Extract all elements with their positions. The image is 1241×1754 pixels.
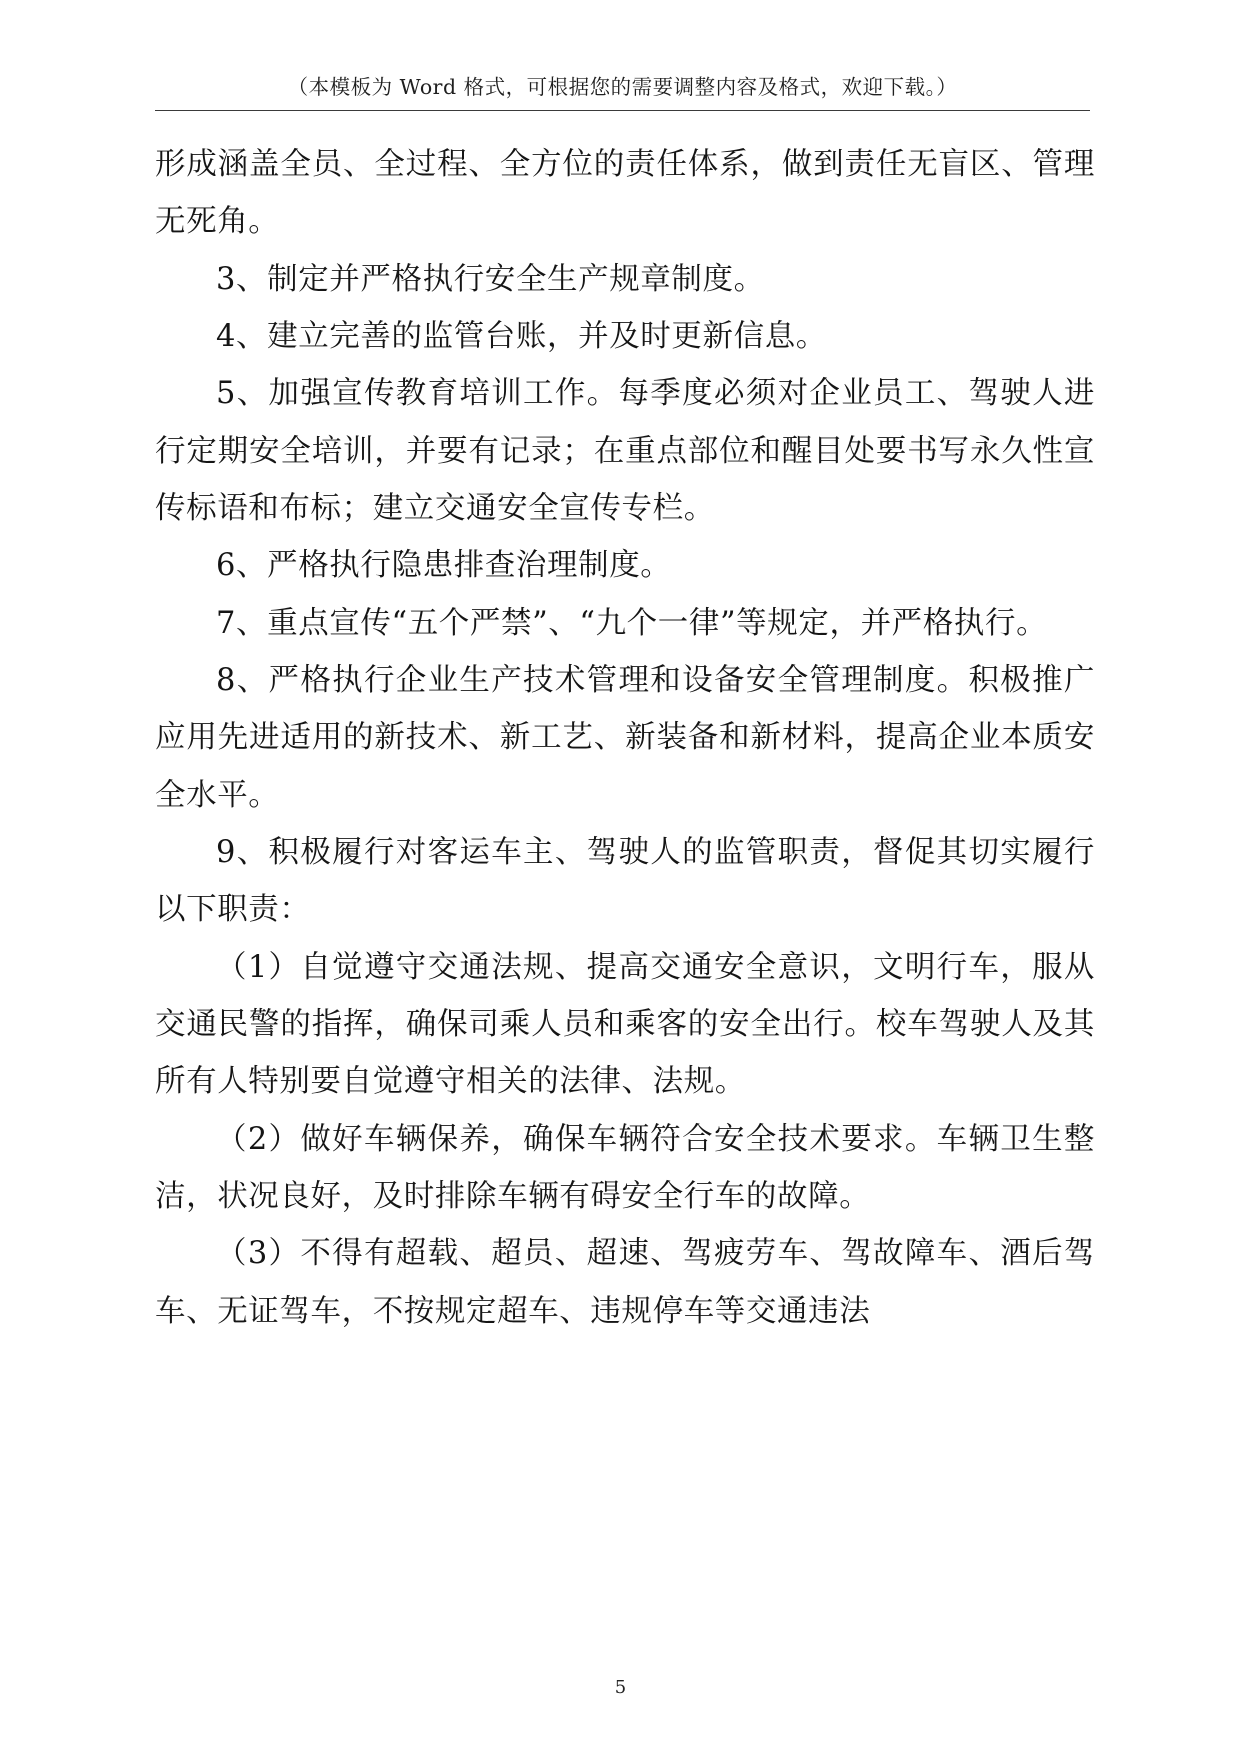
template-note-text: （本模板为 Word 格式，可根据您的需要调整内容及格式，欢迎下载。） <box>287 75 958 99</box>
paragraph-item-5: 5、加强宣传教育培训工作。每季度必须对企业员工、驾驶人进行定期安全培训，并要有记录；在重点部位和醒目处要书写永久性宣传标语和布标；建立交通安全宣传专栏。 <box>155 376 1095 526</box>
paragraph-responsibility-system: 形成涵盖全员、全过程、全方位的责任体系，做到责任无盲区、管理无死角。 <box>155 147 1095 240</box>
page-number: 5 <box>614 1677 627 1698</box>
paragraph-item-6: 6、严格执行隐患排查治理制度。 <box>216 548 672 584</box>
paragraph-item-8: 8、严格执行企业生产技术管理和设备安全管理制度。积极推广应用先进适用的新技术、新工艺、新装备和新材料，提高企业本质安全水平。 <box>155 662 1095 813</box>
paragraph-item-3: 3、制定并严格执行安全生产规章制度。 <box>216 261 765 297</box>
paragraph-sub-1: （1）自觉遵守交通法规、提高交通安全意识，文明行车，服从交通民警的指挥，确保司乘人员和乘客的安全出行。校车驾驶人及其所有人特别要自觉遵守相关的法律、法规。 <box>155 949 1095 1100</box>
paragraph-item-4: 4、建立完善的监管台账，并及时更新信息。 <box>216 318 827 354</box>
paragraph-sub-3: （3）不得有超载、超员、超速、驾疲劳车、驾故障车、酒后驾车、无证驾车，不按规定超车、违规停车等交通违法 <box>155 1236 1095 1329</box>
document-body <box>155 136 1095 1340</box>
paragraph-item-7: 7、重点宣传“五个严禁”、“九个一律”等规定，并严格执行。 <box>216 605 1048 641</box>
template-note-header <box>155 70 1090 111</box>
paragraph-sub-2: （2）做好车辆保养，确保车辆符合安全技术要求。车辆卫生整洁，状况良好，及时排除车辆有碍安全行车的故障。 <box>155 1121 1095 1214</box>
paragraph-item-9: 9、积极履行对客运车主、驾驶人的监管职责，督促其切实履行以下职责： <box>155 834 1095 928</box>
